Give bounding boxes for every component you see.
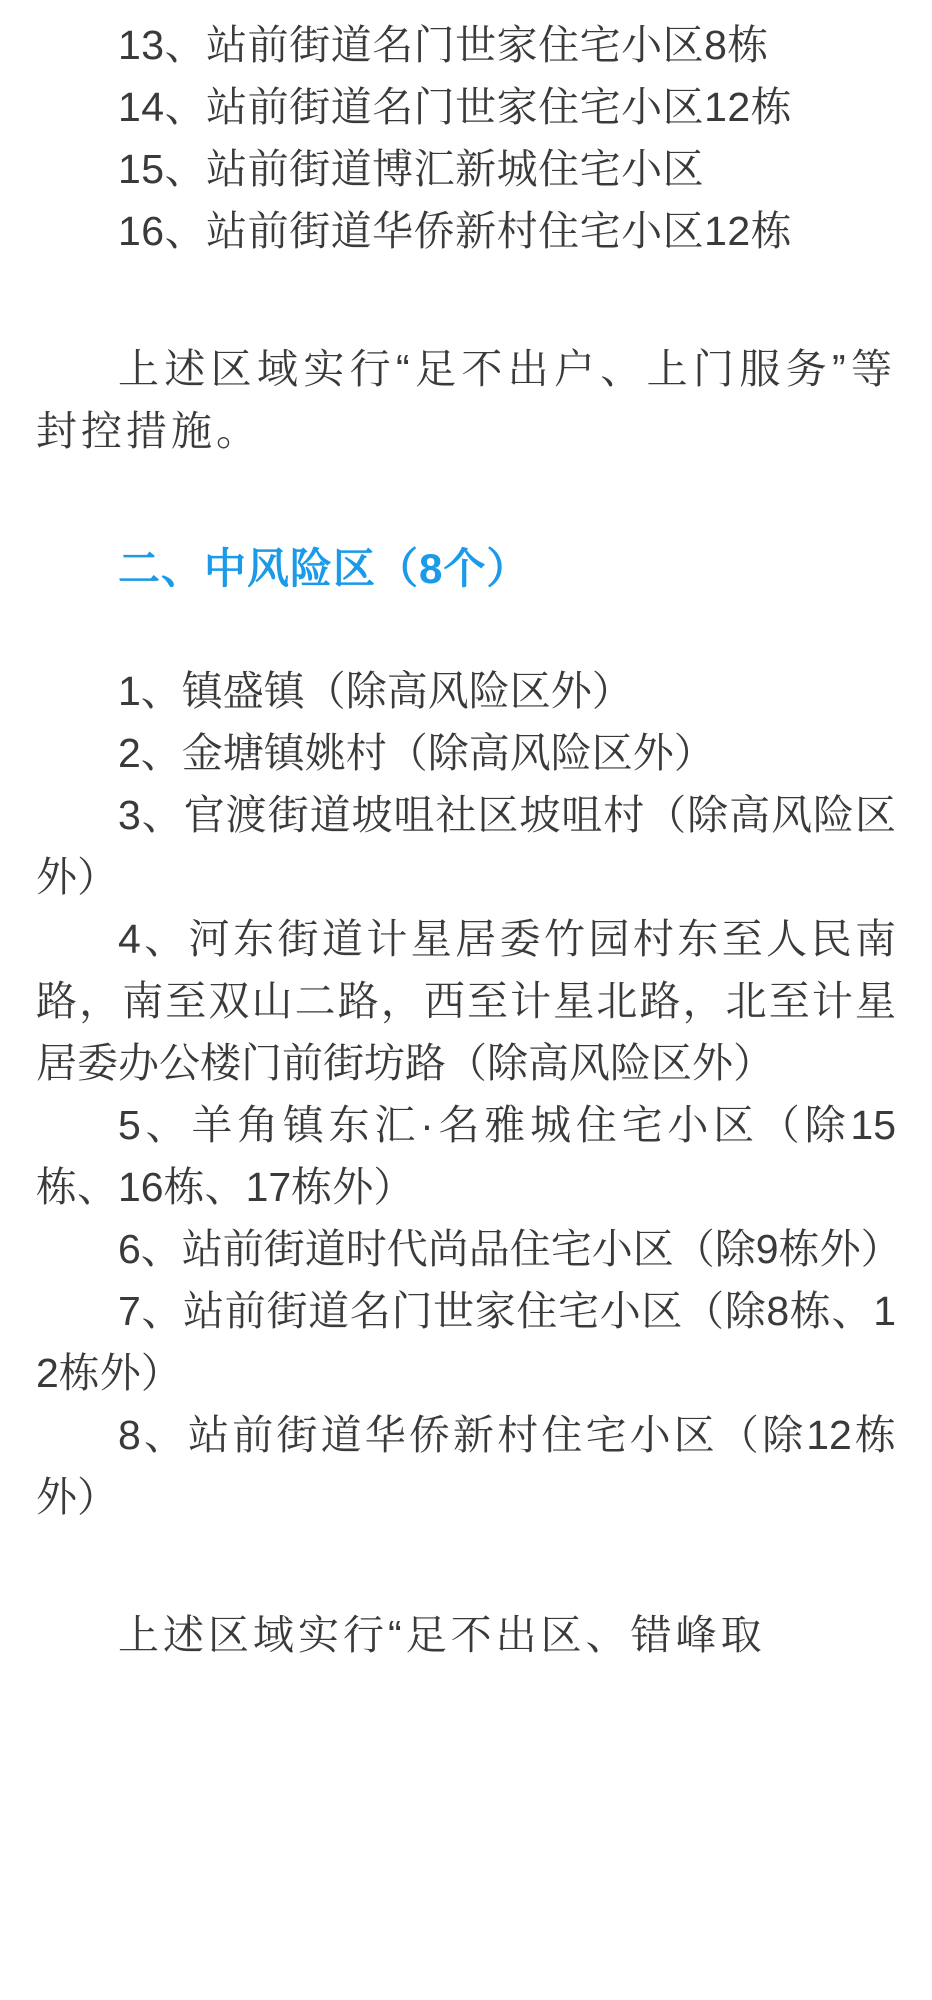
list-item: 16、站前街道华侨新村住宅小区12栋	[118, 208, 793, 254]
list-item: 3、官渡街道坡咀社区坡咀村（除高风险区外）	[36, 792, 896, 900]
list-item: 7、站前街道名门世家住宅小区（除8栋、12栋外）	[36, 1288, 896, 1396]
list-item: 8、站前街道华侨新村住宅小区（除12栋外）	[36, 1412, 896, 1520]
section-heading-medium-risk: 二、中风险区（8个）	[118, 545, 530, 592]
medium-risk-measure-note: 上述区域实行“足不出区、错峰取	[118, 1612, 766, 1658]
spacer	[36, 1528, 896, 1604]
high-risk-tail-list	[36, 14, 896, 262]
medium-risk-list	[36, 660, 902, 1528]
high-risk-measure-note: 上述区域实行“足不出户、上门服务”等封控措施。	[36, 346, 896, 454]
list-item: 6、站前街道时代尚品住宅小区（除9栋外）	[118, 1226, 902, 1272]
list-item: 14、站前街道名门世家住宅小区12栋	[118, 84, 793, 130]
list-item: 2、金塘镇姚村（除高风险区外）	[118, 730, 715, 776]
spacer	[36, 462, 896, 538]
list-item: 1、镇盛镇（除高风险区外）	[118, 668, 633, 714]
list-item: 4、河东街道计星居委竹园村东至人民南路，南至双山二路，西至计星北路，北至计星居委办公楼门前街坊路（除高风险区外）	[36, 916, 896, 1086]
spacer	[36, 262, 896, 338]
spacer	[36, 600, 896, 660]
list-item: 13、站前街道名门世家住宅小区8栋	[118, 22, 769, 68]
list-item: 5、羊角镇东汇·名雅城住宅小区（除15栋、16栋、17栋外）	[36, 1102, 896, 1210]
list-item: 15、站前街道博汇新城住宅小区	[118, 146, 705, 192]
